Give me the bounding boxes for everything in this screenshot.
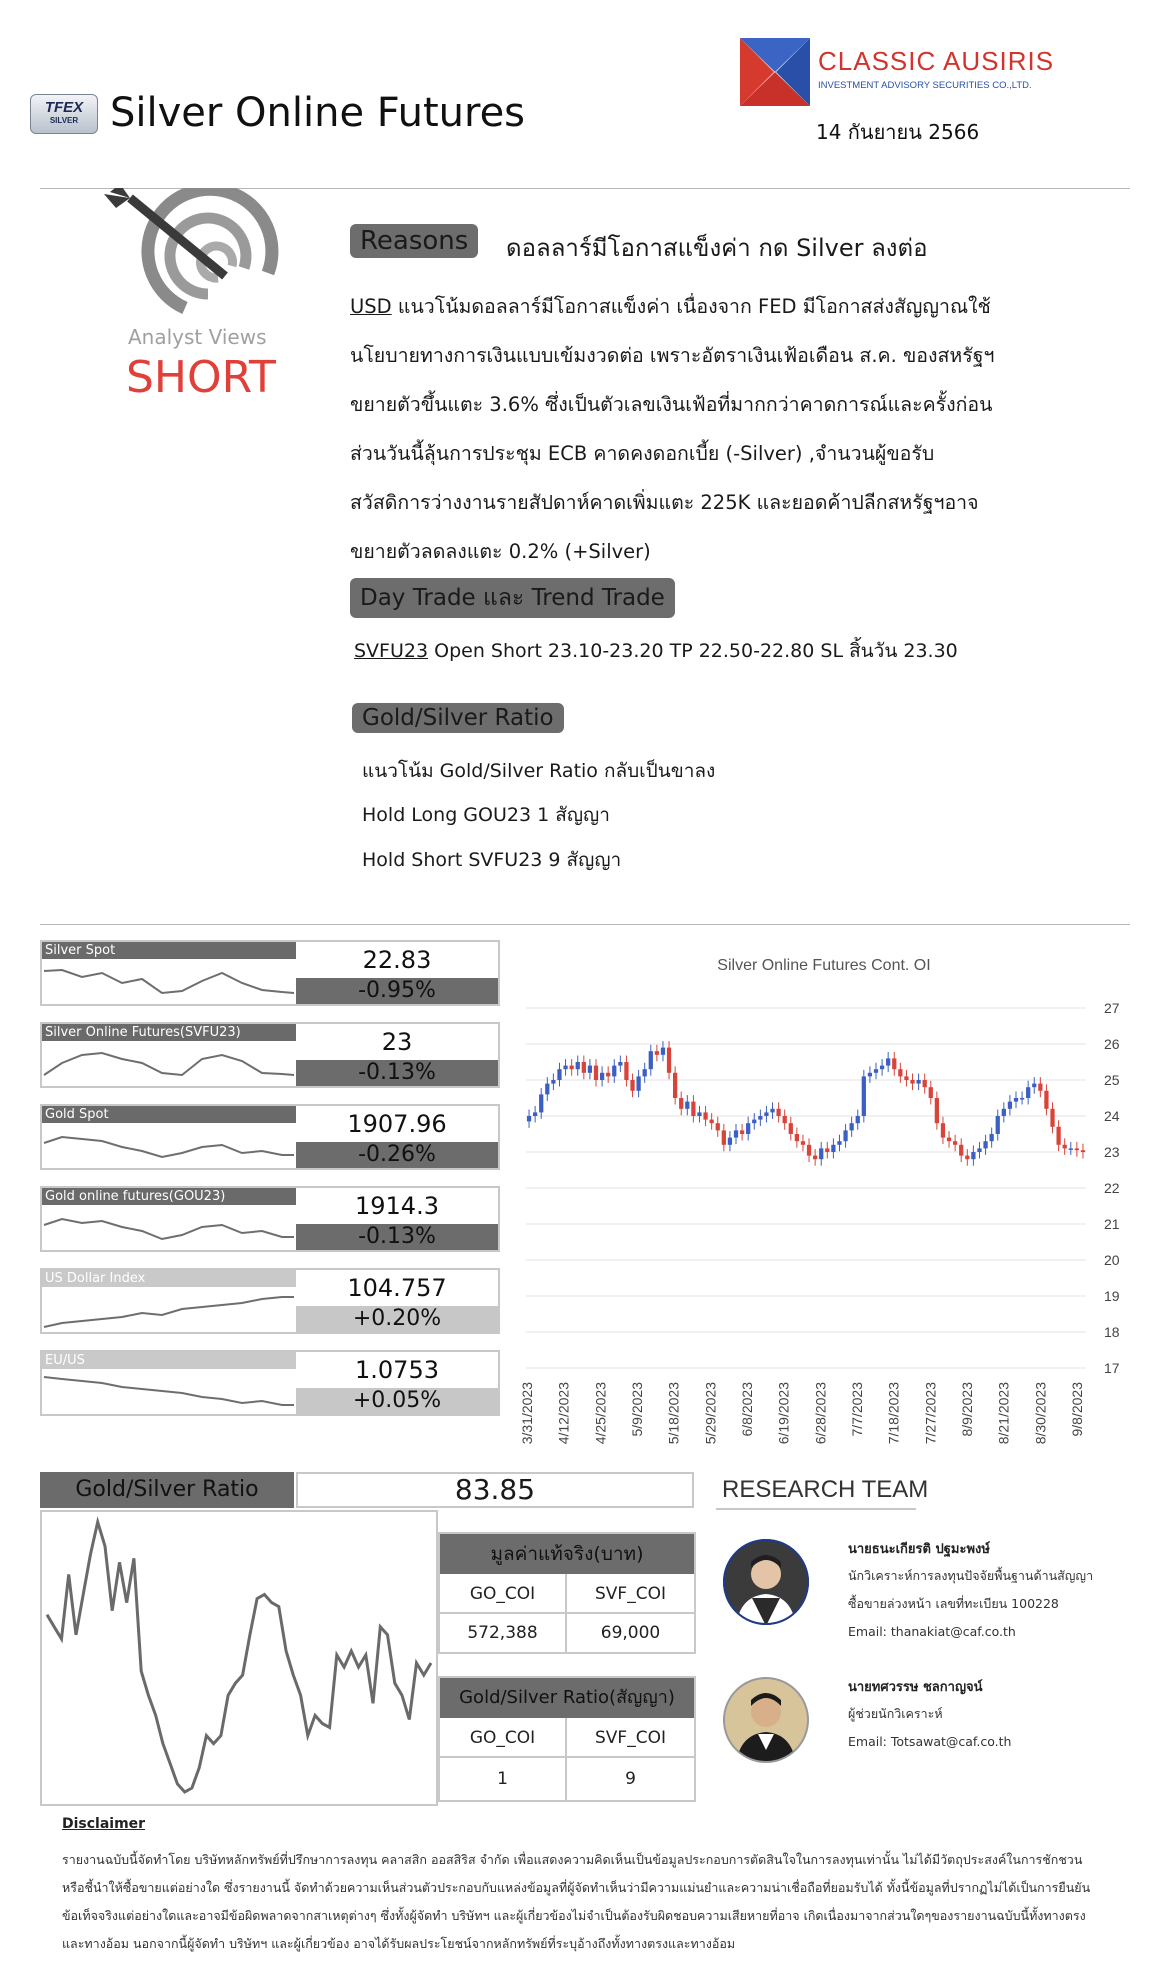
reasons-line-1: แนวโน้มดอลลาร์มีโอกาสแข็งค่า เนื่องจาก FED มีโอกาสส่งสัญญาณใช้ xyxy=(391,295,991,318)
candle-body xyxy=(825,1148,829,1152)
y-tick-label: 22 xyxy=(1104,1180,1120,1196)
ratio-line-3: Hold Short SVFU23 9 สัญญา xyxy=(362,849,622,871)
market-value: 1907.96 xyxy=(347,1110,447,1138)
gs-ratio-series-line xyxy=(47,1522,431,1792)
coi-table xyxy=(438,1532,696,1654)
ratio-label: Gold/Silver Ratio xyxy=(352,703,564,733)
x-tick-label: 6/28/2023 xyxy=(812,1382,829,1445)
candle-body xyxy=(728,1138,732,1145)
candle-body xyxy=(606,1073,610,1077)
market-panel-gou23 xyxy=(40,1186,500,1252)
candle-body xyxy=(1020,1098,1024,1100)
candle-body xyxy=(874,1069,878,1073)
candle-body xyxy=(576,1062,580,1069)
candle-body xyxy=(971,1152,975,1159)
x-tick-label: 8/9/2023 xyxy=(959,1382,975,1437)
disclaimer-body xyxy=(62,1846,1132,1958)
candle-body xyxy=(819,1148,823,1159)
x-tick-label: 6/8/2023 xyxy=(739,1382,755,1437)
market-name: EU/US xyxy=(42,1352,296,1369)
market-value: 1.0753 xyxy=(355,1356,439,1384)
candle-body xyxy=(892,1058,896,1069)
candle-body xyxy=(789,1123,793,1134)
trade-label: Day Trade และ Trend Trade xyxy=(350,578,675,618)
candle-body xyxy=(764,1112,768,1116)
page-title: Silver Online Futures xyxy=(110,90,526,136)
candle-body xyxy=(703,1112,707,1119)
candle-body xyxy=(850,1123,854,1130)
avatar xyxy=(722,1538,810,1626)
researcher-1-email: Email: thanakiat@caf.co.th xyxy=(848,1624,1016,1639)
candle-body xyxy=(1008,1102,1012,1109)
candle-body xyxy=(990,1134,994,1141)
candle-body xyxy=(545,1084,549,1095)
x-tick-label: 5/9/2023 xyxy=(629,1382,645,1437)
coi-value-svf: 69,000 xyxy=(600,1623,661,1643)
candle-body xyxy=(996,1116,1000,1134)
researcher-1-role-2: ซื้อขายล่วงหน้า เลขที่ทะเบียน 100228 xyxy=(848,1596,1059,1611)
sparkline xyxy=(42,1123,296,1168)
candle-body xyxy=(570,1066,574,1070)
reasons-line-4: ส่วนวันนี้ลุ้นการประชุม ECB คาดคงดอกเบี้ย (-Silver) ,จำนวนผู้ขอรับ xyxy=(350,442,935,465)
candle-body xyxy=(740,1130,744,1134)
trade-plan-text: Open Short 23.10-23.20 TP 22.50-22.80 SL สิ้นวัน 23.30 xyxy=(428,640,958,662)
market-value: 22.83 xyxy=(362,946,432,974)
candle-body xyxy=(697,1112,701,1116)
gs-ratio-label: Gold/Silver Ratio xyxy=(40,1472,294,1508)
trade-plan xyxy=(354,636,958,666)
candle-body xyxy=(1014,1098,1018,1102)
market-panel-eurusd xyxy=(40,1350,500,1416)
chart-title: Silver Online Futures Cont. OI xyxy=(717,957,931,974)
candle-body xyxy=(807,1145,811,1156)
gs-ratio-value: 83.85 xyxy=(296,1472,694,1508)
candle-body xyxy=(941,1123,945,1137)
market-name: Gold Spot xyxy=(42,1106,296,1123)
candle-body xyxy=(734,1130,738,1137)
disclaimer-line-2: หรือชี้นำให้ซื้อขายแต่อย่างใด ซึ่งรายงานนี้ จัดทำด้วยความเห็นส่วนตัวประกอบกับแหล่งข้อมูลที่ผู้จัดทำเห็นว่ามีความแม่นยำและความน่าเชื่อถือที่ยอมรับได้ ทั้งนี้ข้อมูลที่ปรากฏไม่ได้เป็นการยืนยัน xyxy=(62,1880,1091,1895)
reasons-line-5: สวัสดิการว่างงานรายสัปดาห์คาดเพิ่มแตะ 225K และยอดค้าปลีกสหรัฐฯอาจ xyxy=(350,491,979,514)
sparkline xyxy=(42,1205,296,1250)
candle-body xyxy=(1026,1087,1030,1098)
tfex-logo xyxy=(30,94,98,134)
y-tick-label: 18 xyxy=(1104,1324,1120,1340)
candle-body xyxy=(801,1141,805,1145)
ratio-line-1: แนวโน้ม Gold/Silver Ratio กลับเป็นขาลง xyxy=(362,760,716,782)
candle-body xyxy=(843,1130,847,1141)
company-subtitle: INVESTMENT ADVISORY SECURITIES CO.,LTD. xyxy=(818,80,1032,91)
sparkline xyxy=(42,959,296,1004)
coi-table-title: มูลค่าแท้จริง(บาท) xyxy=(440,1534,694,1574)
candle-body xyxy=(716,1123,720,1130)
x-tick-label: 7/27/2023 xyxy=(922,1382,939,1445)
market-value: 104.757 xyxy=(347,1274,447,1302)
candle-body xyxy=(880,1066,884,1070)
candle-body xyxy=(539,1094,543,1112)
candle-body xyxy=(661,1048,665,1055)
candle-body xyxy=(1075,1148,1079,1150)
candle-body xyxy=(636,1076,640,1090)
candle-body xyxy=(776,1109,780,1116)
market-panel-silver-spot xyxy=(40,940,500,1006)
x-tick-label: 5/29/2023 xyxy=(702,1382,719,1445)
candle-body xyxy=(679,1098,683,1109)
y-tick-label: 24 xyxy=(1104,1108,1120,1124)
candle-body xyxy=(752,1120,756,1124)
trade-symbol: SVFU23 xyxy=(354,640,429,662)
candle-body xyxy=(837,1141,841,1145)
reasons-headline: ดอลลาร์มีโอกาสแข็งค่า กด Silver ลงต่อ xyxy=(506,234,928,262)
candle-body xyxy=(935,1098,939,1123)
sparkline xyxy=(42,1287,296,1332)
candle-body xyxy=(557,1069,561,1080)
candle-body xyxy=(1050,1109,1054,1127)
reasons-line-6: ขยายตัวลดลงแตะ 0.2% (+Silver) xyxy=(350,540,651,563)
candle-body xyxy=(977,1148,981,1152)
analyst-view-label: Analyst Views xyxy=(128,325,267,349)
report-date: 14 กันยายน 2566 xyxy=(816,120,980,144)
market-change: -0.95% xyxy=(296,978,498,1004)
candle-body xyxy=(1038,1084,1042,1091)
market-name: Silver Spot xyxy=(42,942,296,959)
market-panel-gold-spot xyxy=(40,1104,500,1170)
research-team-title: RESEARCH TEAM xyxy=(722,1476,929,1503)
gs-ratio-line xyxy=(42,1512,436,1804)
oi-chart xyxy=(506,940,1130,1460)
candle-body xyxy=(904,1076,908,1080)
market-change: -0.13% xyxy=(296,1060,498,1086)
y-tick-label: 27 xyxy=(1104,1000,1120,1016)
ratio-value-go: 1 xyxy=(440,1758,567,1800)
market-change: -0.13% xyxy=(296,1224,498,1250)
researcher-1-role: นักวิเคราะห์การลงทุนปัจจัยพื้นฐานด้านสัญญา xyxy=(848,1568,1094,1583)
candle-body xyxy=(856,1116,860,1123)
candle-body xyxy=(1069,1148,1073,1150)
market-name: US Dollar Index xyxy=(42,1270,296,1287)
candle-body xyxy=(868,1073,872,1077)
company-logo-mark xyxy=(740,38,810,106)
researcher-1-name: นายธนะเกียรติ ปฐมะพงษ์ xyxy=(848,1542,990,1557)
disclaimer-line-3: ข้อเท็จจริงแต่อย่างใดและอาจมีข้อผิดพลาดจากสาเหตุต่างๆ ซึ่งทั้งผู้จัดทำ บริษัทฯ และผู้เกี่ยวข้องไม่จำเป็นต้องรับผิดชอบความเสียหายที่อาจ เกิดเนื่องมาจากส่วนใดๆของรายงานฉบับนี้ทั้งทางตรง xyxy=(62,1908,1086,1923)
reasons-body xyxy=(350,282,1140,576)
candle-body xyxy=(722,1130,726,1144)
sparkline xyxy=(42,1041,296,1086)
sparkline xyxy=(42,1369,296,1414)
candle-body xyxy=(783,1116,787,1123)
researcher-2-name: นายทศวรรษ ชลกาญจน์ xyxy=(848,1680,983,1695)
market-name: Silver Online Futures(SVFU23) xyxy=(42,1024,296,1041)
candle-body xyxy=(862,1076,866,1116)
candle-body xyxy=(582,1062,586,1073)
market-value: 1914.3 xyxy=(355,1192,439,1220)
market-change: +0.05% xyxy=(296,1388,498,1414)
candle-body xyxy=(624,1062,628,1080)
candle-body xyxy=(886,1058,890,1065)
company-name: CLASSIC AUSIRIS xyxy=(818,46,1055,76)
oi-chart-svg xyxy=(506,940,1130,1460)
avatar xyxy=(722,1676,810,1764)
candle-body xyxy=(685,1102,689,1109)
market-change: -0.26% xyxy=(296,1142,498,1168)
target-arrow-icon xyxy=(90,188,280,318)
candle-body xyxy=(655,1051,659,1055)
researcher-2-email: Email: Totsawat@caf.co.th xyxy=(848,1734,1012,1749)
candle-body xyxy=(691,1102,695,1116)
candle-body xyxy=(898,1069,902,1076)
candle-body xyxy=(710,1120,714,1124)
market-change: +0.20% xyxy=(296,1306,498,1332)
candle-body xyxy=(831,1145,835,1152)
candle-body xyxy=(563,1066,567,1070)
x-tick-label: 9/8/2023 xyxy=(1069,1382,1085,1437)
ratio-line-2: Hold Long GOU23 1 สัญญา xyxy=(362,804,610,826)
market-name: Gold online futures(GOU23) xyxy=(42,1188,296,1205)
y-tick-label: 17 xyxy=(1104,1360,1120,1376)
market-panel-dxy xyxy=(40,1268,500,1334)
coi-header-svf: SVF_COI xyxy=(567,1574,694,1614)
candle-body xyxy=(1056,1127,1060,1145)
candle-body xyxy=(630,1080,634,1091)
candle-body xyxy=(1081,1150,1085,1152)
candle-body xyxy=(1032,1084,1036,1088)
x-tick-label: 4/25/2023 xyxy=(592,1382,609,1445)
reasons-line-3: ขยายตัวขึ้นแตะ 3.6% ซึ่งเป็นตัวเลขเงินเฟ้อที่มากกว่าคาดการณ์และครั้งก่อน xyxy=(350,393,993,416)
candle-body xyxy=(667,1048,671,1073)
y-tick-label: 20 xyxy=(1104,1252,1120,1268)
analyst-signal: SHORT xyxy=(126,352,276,403)
x-tick-label: 7/18/2023 xyxy=(885,1382,902,1445)
candle-body xyxy=(600,1073,604,1080)
candle-body xyxy=(910,1080,914,1084)
candle-body xyxy=(649,1051,653,1069)
candle-body xyxy=(746,1123,750,1134)
candle-body xyxy=(959,1145,963,1156)
candle-body xyxy=(533,1112,537,1116)
x-tick-label: 5/18/2023 xyxy=(665,1382,682,1445)
usd-tag: USD xyxy=(350,295,392,318)
candle-body xyxy=(983,1141,987,1148)
x-tick-label: 3/31/2023 xyxy=(519,1382,535,1445)
y-tick-label: 26 xyxy=(1104,1036,1120,1052)
candle-body xyxy=(673,1073,677,1098)
disclaimer-line-4: และทางอ้อม นอกจากนี้ผู้จัดทำ บริษัทฯ และผู้เกี่ยวข้อง อาจได้รับผลประโยชน์จากหลักทรัพย์ที่ระบุอ้างถึงทั้งทางตรงและทางอ้อม xyxy=(62,1936,736,1951)
ratio-table-title: Gold/Silver Ratio(สัญญา) xyxy=(440,1678,694,1718)
candle-body xyxy=(923,1080,927,1087)
x-tick-label: 4/12/2023 xyxy=(555,1382,572,1445)
candle-body xyxy=(588,1066,592,1073)
x-tick-label: 6/19/2023 xyxy=(775,1382,792,1445)
candle-body xyxy=(953,1141,957,1145)
disclaimer-title: Disclaimer xyxy=(62,1816,146,1832)
candle-body xyxy=(551,1080,555,1084)
reasons-label: Reasons xyxy=(350,224,478,258)
candle-body xyxy=(916,1080,920,1084)
y-tick-label: 23 xyxy=(1104,1144,1120,1160)
ratio-header-svf: SVF_COI xyxy=(567,1718,694,1758)
market-panel-svfu23 xyxy=(40,1022,500,1088)
candle-body xyxy=(1002,1109,1006,1116)
candle-body xyxy=(947,1138,951,1142)
gs-ratio-chart xyxy=(40,1510,438,1806)
research-title-underline xyxy=(716,1508,916,1510)
x-tick-label: 8/30/2023 xyxy=(1032,1382,1049,1445)
divider-mid xyxy=(40,924,1130,925)
candle-body xyxy=(643,1069,647,1076)
ratio-contracts-table xyxy=(438,1676,696,1802)
candle-body xyxy=(929,1087,933,1098)
candle-body xyxy=(813,1156,817,1160)
market-value: 23 xyxy=(381,1028,413,1056)
disclaimer-line-1: รายงานฉบับนี้จัดทำโดย บริษัทหลักทรัพย์ที่ปรึกษาการลงทุน คลาสสิก ออสสิริส จำกัด เพื่อแสดงความคิดเห็นเป็นข้อมูลประกอบการตัดสินใจในการลงทุนเท่านั้น ไม่ได้มีวัตถุประสงค์ในการชักชวน xyxy=(62,1852,1083,1867)
ratio-header-go: GO_COI xyxy=(440,1718,567,1758)
candle-body xyxy=(594,1066,598,1080)
candle-body xyxy=(758,1116,762,1120)
candle-body xyxy=(1044,1091,1048,1109)
tfex-logo-text: TFEX xyxy=(44,99,84,116)
coi-value-go: 572,388 xyxy=(440,1614,567,1652)
y-tick-label: 21 xyxy=(1104,1216,1120,1232)
candle-body xyxy=(1063,1145,1067,1149)
y-tick-label: 19 xyxy=(1104,1288,1120,1304)
candle-body xyxy=(612,1066,616,1077)
candle-body xyxy=(618,1062,622,1066)
y-tick-label: 25 xyxy=(1104,1072,1120,1088)
reasons-line-2: นโยบายทางการเงินแบบเข้มงวดต่อ เพราะอัตราเงินเฟ้อเดือน ส.ค. ของสหรัฐฯ xyxy=(350,344,995,367)
coi-header-go: GO_COI xyxy=(440,1574,567,1614)
candle-body xyxy=(795,1134,799,1141)
candle-body xyxy=(965,1156,969,1160)
researcher-2-role: ผู้ช่วยนักวิเคราะห์ xyxy=(848,1706,943,1721)
x-tick-label: 8/21/2023 xyxy=(995,1382,1012,1445)
candle-body xyxy=(770,1109,774,1113)
x-tick-label: 7/7/2023 xyxy=(849,1382,865,1437)
tfex-logo-sub: SILVER xyxy=(49,116,79,125)
candle-body xyxy=(527,1116,531,1121)
ratio-value-svf: 9 xyxy=(625,1769,636,1789)
